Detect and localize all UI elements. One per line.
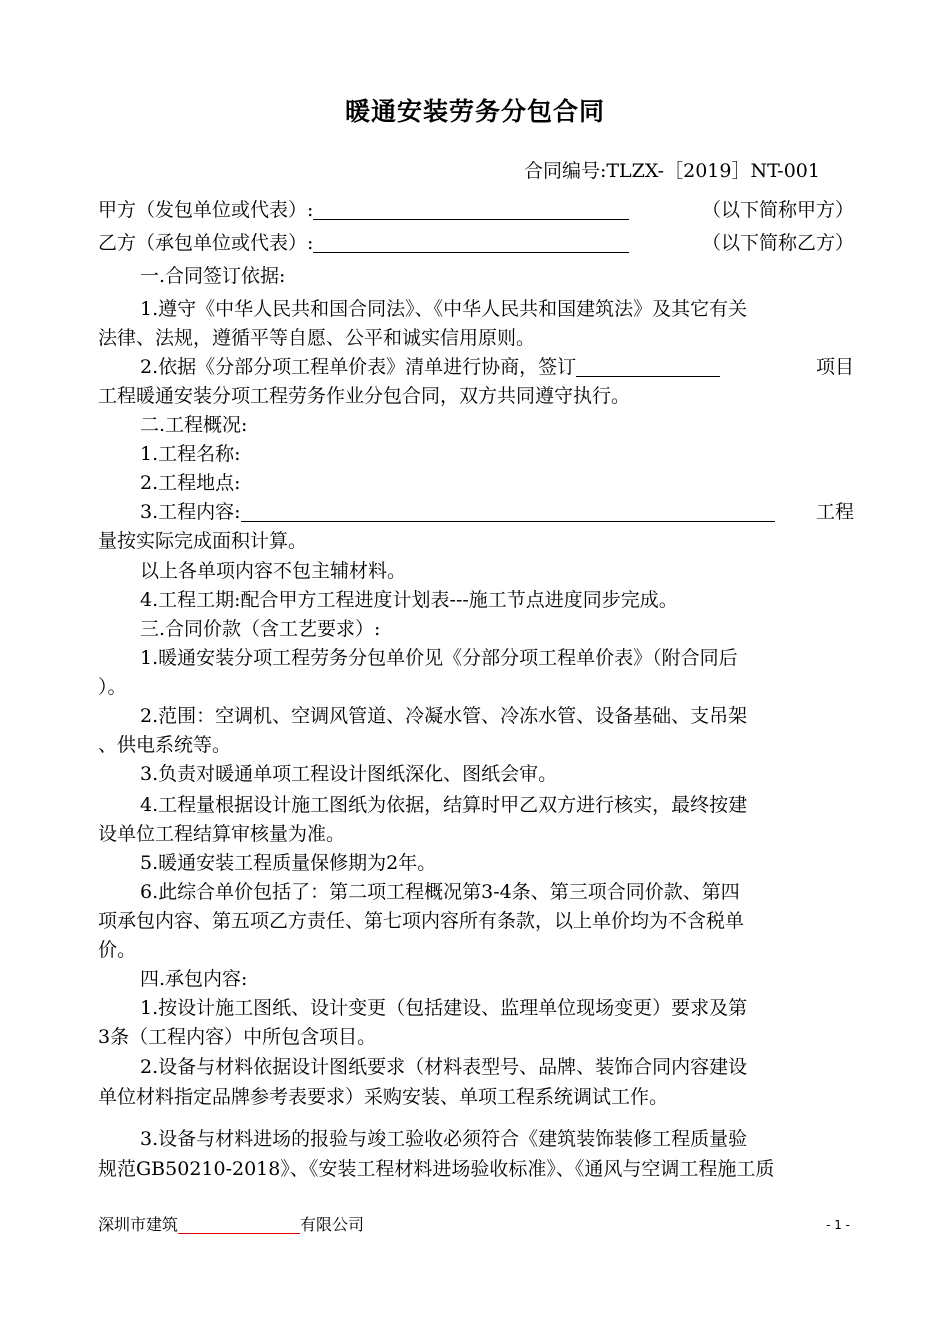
- paragraph-line: ）。: [98, 676, 127, 698]
- paragraph-line: 2.范围：空调机、空调风管道、冷凝水管、冷冻水管、设备基础、支吊架: [140, 705, 748, 727]
- company-suffix: 有限公司: [300, 1215, 365, 1234]
- paragraph-line: 4.工程工期:配合甲方工程进度计划表---施工节点进度同步完成。: [140, 589, 678, 611]
- project-location-label: 2.工程地点:: [140, 472, 241, 494]
- paragraph-line: 工程暖通安装分项工程劳务作业分包合同，双方共同遵守执行。: [98, 385, 631, 407]
- section-2-heading: 二.工程概况:: [140, 414, 248, 436]
- contract-number: 合同编号:TLZX-［2019］NT-001: [523, 160, 820, 182]
- clause-text: 项目: [815, 356, 854, 378]
- clause-text: 工程: [815, 501, 854, 523]
- section-3-heading: 三.合同价款（含工艺要求）:: [140, 618, 381, 640]
- clause-text: 2.依据《分部分项工程单价表》清单进行协商，签订: [140, 356, 577, 378]
- party-a-line: [98, 195, 854, 225]
- project-name-label: 1.工程名称:: [140, 443, 241, 465]
- footer-company: [98, 1212, 364, 1235]
- company-prefix: 深圳市建筑: [98, 1215, 179, 1234]
- company-name-blank[interactable]: [178, 1215, 300, 1234]
- party-a-label: 甲方（发包单位或代表）:: [98, 199, 314, 221]
- document-title: 暖通安装劳务分包合同: [344, 97, 605, 126]
- paragraph-line: 法律、法规，遵循平等自愿、公平和诚实信用原则。: [98, 327, 536, 349]
- paragraph-line: 单位材料指定品牌参考表要求）采购安装、单项工程系统调试工作。: [98, 1086, 669, 1108]
- paragraph-line: 3条（工程内容）中所包含项目。: [98, 1026, 377, 1048]
- project-content-blank[interactable]: [241, 499, 775, 522]
- party-b-blank[interactable]: [313, 230, 629, 253]
- party-b-suffix: （以下简称乙方）: [701, 232, 854, 254]
- paragraph-line: 3.负责对暖通单项工程设计图纸深化、图纸会审。: [140, 763, 558, 785]
- page-number: - 1 -: [826, 1218, 850, 1232]
- section-1-heading: 一.合同签订依据:: [140, 265, 286, 287]
- paragraph-line: 4.工程量根据设计施工图纸为依据，结算时甲乙双方进行核实，最终按建: [140, 794, 748, 816]
- project-content-line: [140, 497, 854, 527]
- paragraph-line: 价。: [98, 939, 137, 961]
- project-name-blank[interactable]: [576, 354, 720, 377]
- paragraph-line: 量按实际完成面积计算。: [98, 530, 308, 552]
- section-4-heading: 四.承包内容:: [140, 968, 248, 990]
- paragraph-line: 1.按设计施工图纸、设计变更（包括建设、监理单位现场变更）要求及第: [140, 997, 748, 1019]
- paragraph-line: 项承包内容、第五项乙方责任、第七项内容所有条款，以上单价均为不含税单: [98, 910, 745, 932]
- party-a-blank[interactable]: [313, 197, 629, 220]
- paragraph-line: 3.设备与材料进场的报验与竣工验收必须符合《建筑装饰装修工程质量验: [140, 1128, 748, 1150]
- paragraph-line: 1.暖通安装分项工程劳务分包单价见《分部分项工程单价表》（附合同后: [140, 647, 738, 669]
- paragraph-line: 5.暖通安装工程质量保修期为2年。: [140, 852, 437, 874]
- paragraph-line: 2.设备与材料依据设计图纸要求（材料表型号、品牌、装饰合同内容建设: [140, 1056, 748, 1078]
- party-b-label: 乙方（承包单位或代表）:: [98, 232, 314, 254]
- paragraph-line: 规范GB50210-2018》、《安装工程材料进场验收标准》、《通风与空调工程施工质: [98, 1158, 775, 1180]
- party-a-suffix: （以下简称甲方）: [701, 199, 854, 221]
- paragraph-line: 1.遵守《中华人民共和国合同法》、《中华人民共和国建筑法》及其它有关: [140, 298, 748, 320]
- project-content-label: 3.工程内容:: [140, 501, 241, 523]
- party-b-line: [98, 228, 854, 258]
- paragraph-line: 以上各单项内容不包主辅材料。: [140, 560, 407, 582]
- clause-basis-line: [140, 352, 854, 382]
- paragraph-line: 设单位工程结算审核量为准。: [98, 823, 346, 845]
- paragraph-line: 、供电系统等。: [98, 734, 232, 756]
- paragraph-line: 6.此综合单价包括了：第二项工程概况第3-4条、第三项合同价款、第四: [140, 881, 740, 903]
